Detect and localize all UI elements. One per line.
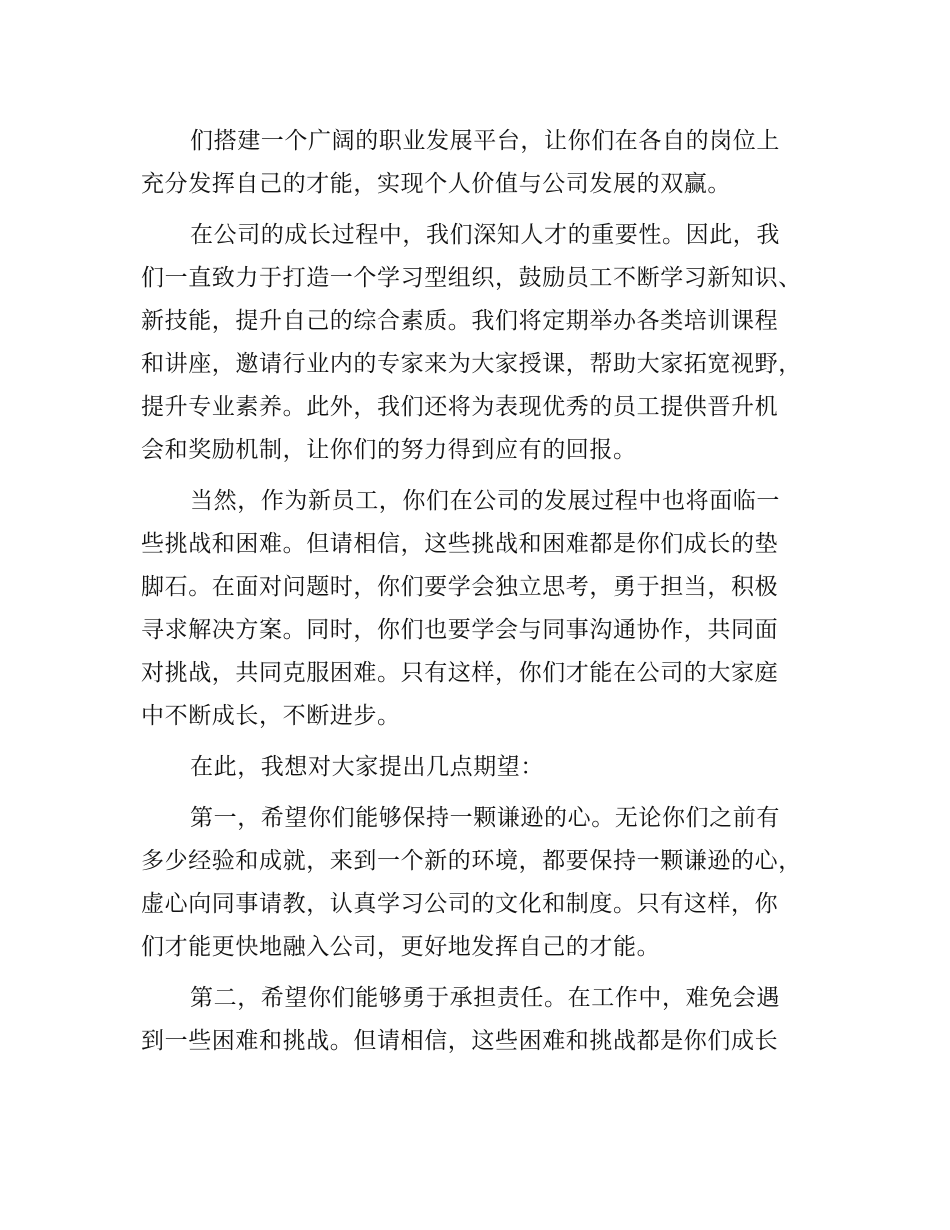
text-line: 当然，作为新员工，你们在公司的发展过程中也将面临一 bbox=[190, 488, 780, 514]
text-line: 中不断成长，不断进步。 bbox=[141, 703, 401, 729]
text-line: 寻求解决方案。同时，你们也要学会与同事沟通协作，共同面 bbox=[141, 617, 779, 643]
text-line: 在公司的成长过程中，我们深知人才的重要性。因此，我 bbox=[190, 222, 780, 248]
text-line: 们搭建一个广阔的职业发展平台，让你们在各自的岗位上 bbox=[190, 128, 780, 154]
text-line: 在此，我想对大家提出几点期望： bbox=[190, 754, 544, 780]
text-line: 们才能更快地融入公司，更好地发挥自己的才能。 bbox=[141, 934, 661, 960]
text-line: 提升专业素养。此外，我们还将为表现优秀的员工提供晋升机 bbox=[141, 394, 779, 420]
paragraph-expectations-intro bbox=[141, 746, 831, 789]
text-line: 脚石。在面对问题时，你们要学会独立思考，勇于担当，积极 bbox=[141, 574, 779, 600]
document-body bbox=[141, 120, 831, 1071]
paragraph-career-platform bbox=[141, 120, 831, 206]
text-line: 虚心向同事请教，认真学习公司的文化和制度。只有这样，你 bbox=[141, 891, 779, 917]
paragraph-learning-organization bbox=[141, 214, 831, 472]
text-line: 些挑战和困难。但请相信，这些挑战和困难都是你们成长的垫 bbox=[141, 531, 779, 557]
paragraph-expectation-humility bbox=[141, 797, 831, 969]
text-line: 和讲座，邀请行业内的专家来为大家授课，帮助大家拓宽视野， bbox=[141, 351, 802, 377]
text-line: 会和奖励机制，让你们的努力得到应有的回报。 bbox=[141, 437, 637, 463]
text-line: 到一些困难和挑战。但请相信，这些困难和挑战都是你们成长 bbox=[141, 1028, 779, 1054]
text-line: 对挑战，共同克服困难。只有这样，你们才能在公司的大家庭 bbox=[141, 660, 779, 686]
text-line: 第一，希望你们能够保持一颗谦逊的心。无论你们之前有 bbox=[190, 805, 780, 831]
text-line: 新技能，提升自己的综合素质。我们将定期举办各类培训课程 bbox=[141, 308, 779, 334]
text-line: 们一直致力于打造一个学习型组织，鼓励员工不断学习新知识、 bbox=[141, 265, 802, 291]
paragraph-expectation-responsibility bbox=[141, 977, 831, 1063]
text-line: 多少经验和成就，来到一个新的环境，都要保持一颗谦逊的心， bbox=[141, 848, 802, 874]
paragraph-challenges bbox=[141, 480, 831, 738]
text-line: 第二，希望你们能够勇于承担责任。在工作中，难免会遇 bbox=[190, 985, 780, 1011]
text-line: 充分发挥自己的才能，实现个人价值与公司发展的双赢。 bbox=[141, 171, 731, 197]
